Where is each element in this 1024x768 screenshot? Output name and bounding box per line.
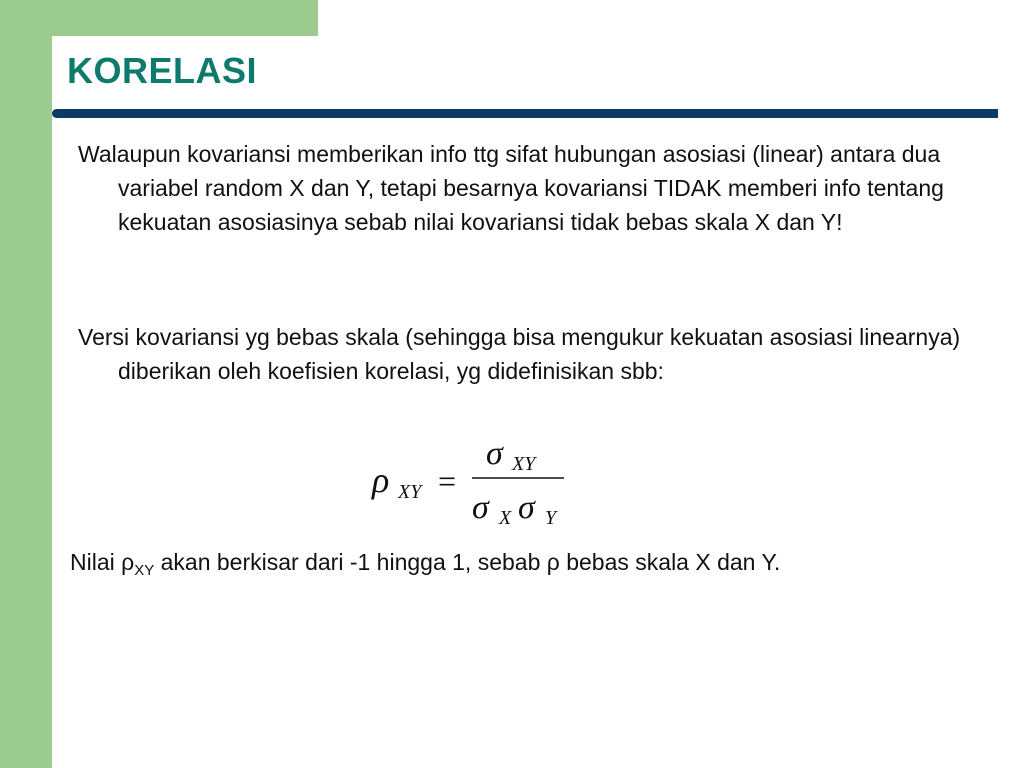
rho-symbol: ρ: [372, 460, 390, 500]
denominator-subscript-x: X: [499, 507, 512, 529]
paragraph-versi-bebas-skala: Versi kovariansi yg bebas skala (sehingga bisa mengukur kekuatan asosiasi linearnya) diberikan oleh koefisien korelasi, yg didefinisikan sbb:: [78, 324, 961, 384]
green-top-bar: [0, 0, 318, 36]
title-underline: [52, 109, 998, 118]
nilai-rho-suffix: akan berkisar dari -1 hingga 1, sebab ρ bebas skala X dan Y.: [154, 549, 781, 575]
correlation-formula: [368, 435, 598, 538]
paragraph-kovariansi: Walaupun kovariansi memberikan info ttg sifat hubungan asosiasi (linear) antara dua variabel random X dan Y, tetapi besarnya kovariansi TIDAK memberi info tentang kekuatan asosiasinya sebab nilai kovariansi tidak bebas skala X dan Y!: [78, 141, 944, 235]
numerator-sigma: σ: [486, 435, 503, 472]
rho-subscript: XY: [398, 481, 422, 503]
numerator-subscript: XY: [512, 453, 536, 475]
rho-xy-subscript: XY: [134, 562, 155, 579]
nilai-rho-prefix: Nilai ρ: [70, 549, 135, 575]
denominator-sigma-x: σ: [472, 489, 489, 526]
green-sidebar-bar: [0, 0, 52, 768]
slide-title: KORELASI: [67, 50, 258, 91]
equals-sign: =: [438, 463, 457, 499]
formula-svg: [368, 435, 598, 538]
denominator-subscript-y: Y: [545, 507, 557, 529]
denominator-sigma-y: σ: [518, 489, 535, 526]
paragraph-nilai-rho: [70, 545, 990, 588]
